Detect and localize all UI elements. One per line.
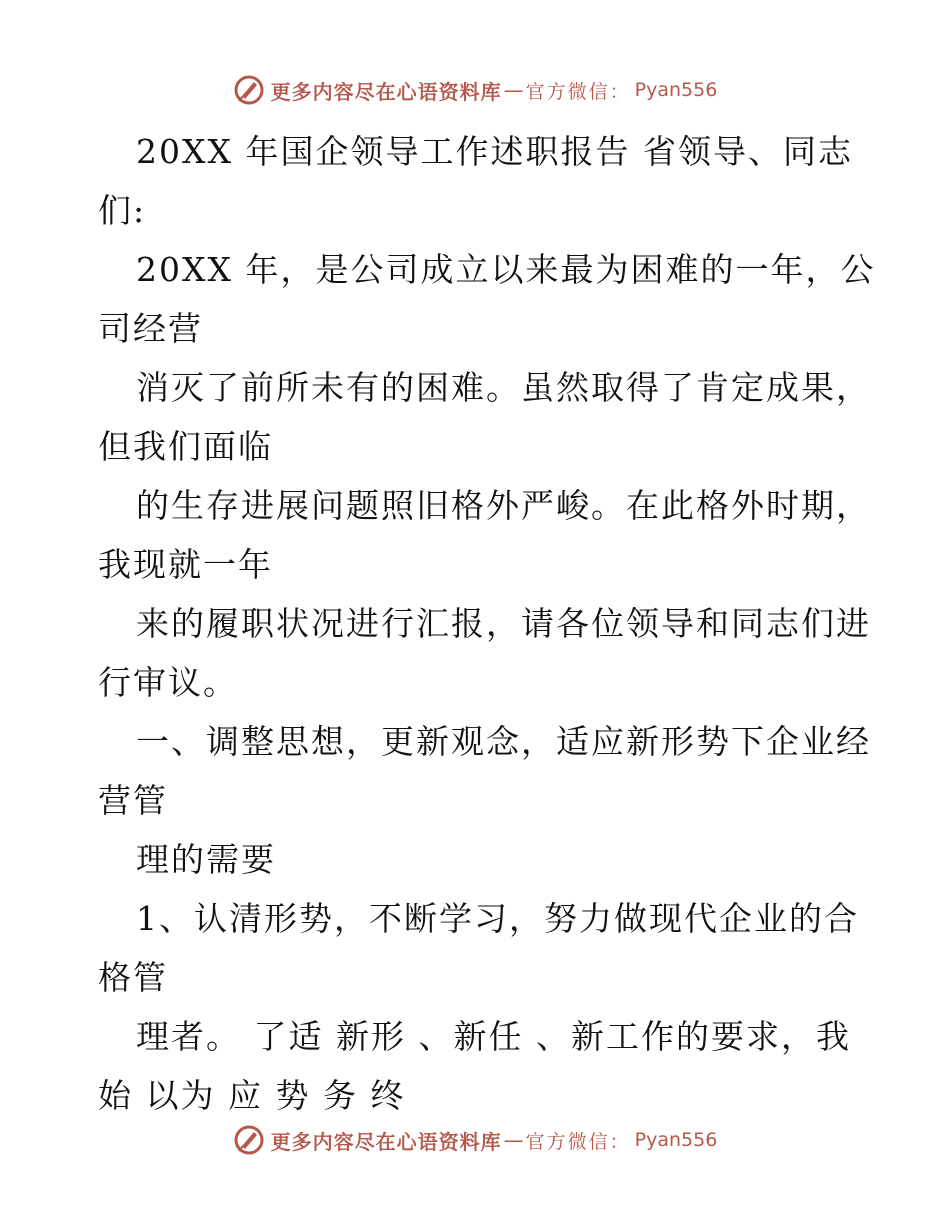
wechat-id: Pyan556 [634,1129,718,1151]
text-line: 行审议。 [98,663,238,702]
text-line: 消灭了前所未有的困难。虽然取得了肯定成果， [136,368,871,407]
text-line: 们: [98,191,147,230]
wechat-label: 官方微信： [525,80,631,103]
brand-logo-icon [233,74,265,106]
text-line: 始 以为 应 势 务 终 [98,1076,406,1115]
header-watermark [0,70,950,110]
document-body [98,122,876,1125]
text-line: 来的履职状况进行汇报，请各位领导和同志们进 [136,604,871,643]
text-line: 20XX 年国企领导工作述职报告 省领导、同志 [136,132,853,171]
text-line: 但我们面临 [98,427,273,466]
separator-dash: — [503,1128,524,1152]
text-line: 1、认清形势，不断学习，努力做现代企业的合 [136,899,859,938]
text-line: 一、调整思想，更新观念，适应新形势下企业经 [136,722,871,761]
footer-watermark [0,1120,950,1160]
text-line: 我现就一年 [98,545,273,584]
brand-text: 更多内容尽在心语资料库 [270,1129,502,1154]
wechat-id: Pyan556 [634,79,718,101]
separator-dash: — [503,78,524,102]
text-line: 司经营 [98,309,203,348]
text-line: 20XX 年，是公司成立以来最为困难的一年，公 [136,250,876,289]
brand-logo-icon [233,1124,265,1156]
text-line: 格管 [98,958,168,997]
brand-text: 更多内容尽在心语资料库 [270,79,502,104]
text-line: 的生存进展问题照旧格外严峻。在此格外时期， [136,486,871,525]
text-line: 理的需要 [136,840,276,879]
text-line: 营管 [98,781,168,820]
text-line: 理者。 了适 新形 、新任 、新工作的要求，我 [136,1017,851,1056]
wechat-label: 官方微信： [525,1130,631,1153]
